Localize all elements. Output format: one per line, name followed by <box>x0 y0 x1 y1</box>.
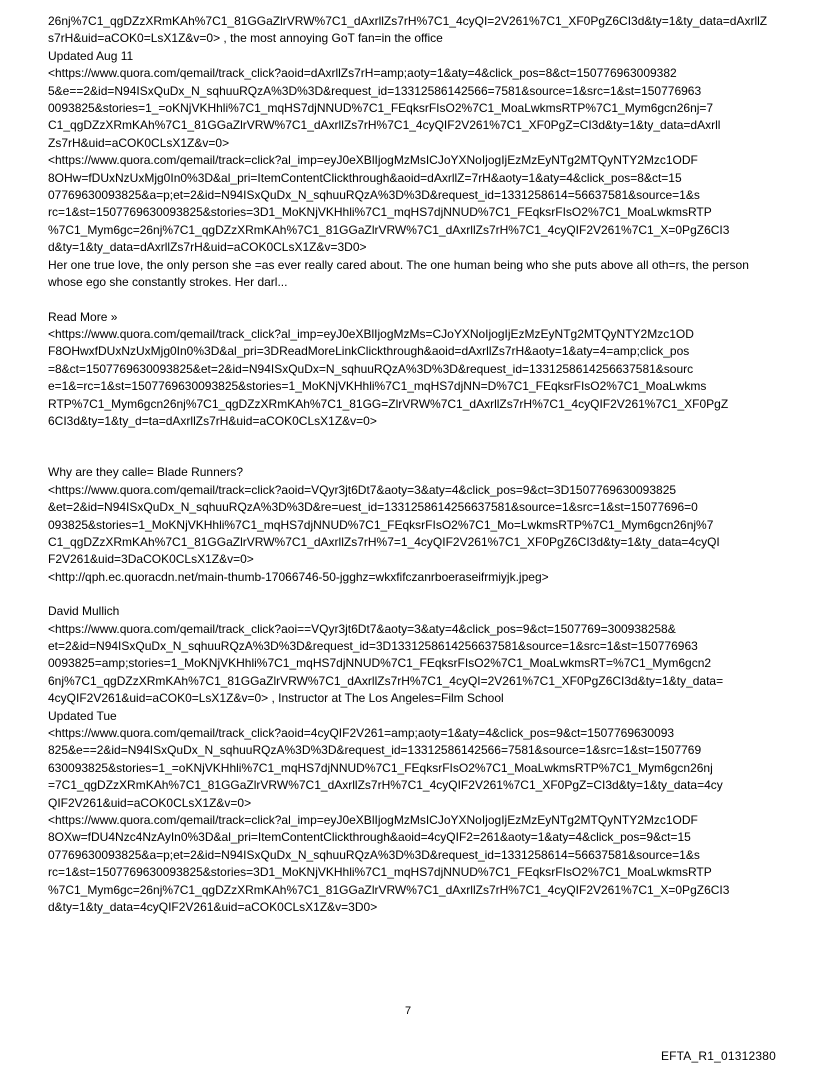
blank-line <box>48 292 772 309</box>
answer-snippet: Her one true love, the only person she =as ever really cared about. The one human being who she puts above all oth=rs, the person whose ego she constantly strokes. Her darl... <box>48 257 749 290</box>
page-number: 7 <box>404 1005 412 1017</box>
updated-date: Updated Aug 11 <box>48 48 134 63</box>
tracking-link: <https://www.quora.com/qemail/track=click?al_imp=eyJ0eXBlIjogMzMsICJoYXNoIjogIjEzMzEyNTg2MTQyNTY2Mzc1ODF 8OXw=fDU4Nzc4NzAyIn0%3D&al_pri=ItemContentClickthrough&aoid=4cyQIF2=261&aoty=1&aty=4&click_pos=9&ct=15 07769630093825&a=p;et=2&id=N94ISxQuDx_N_sqhuuRQzA%3D%3D&request_id=1331258614=56637581&source=1&s rc=1&st=1507769630093825&stories=3D1_MoKNjVKHhli%7C1_mqHS7djNNUD%7C1_FEqksrFIsO2%7C1_MoaLwkmsRTP %7C1_Mym6gc=26nj%7C1_qgDZzXRmKAh%7C1_81GGaZlrVRW%7C1_dAxrllZs7rH%7C1_4cyQIF2V261%7C1_X=0PgZ6CI3 d&ty=1&ty_data=4cyQIF2V261&uid=aCOK0CLsX1Z&v=3D0> <box>48 813 730 915</box>
email-body <box>48 13 772 917</box>
question-title: Why are they calle= Blade Runners? <box>48 465 244 480</box>
author-name: David Mullich <box>48 604 120 619</box>
tracking-link-author-credential: <https://www.quora.com/qemail/track_click?aoi==VQyr3jt6Dt7&aoty=3&aty=4&click_pos=9&ct=1507769=300938258& et=2&id=N94ISxQuDx_N_sqhuuRQzA%3D%3D&request_id=3D1331258614256637581&source=1&src=1&st=150776963 0093825=amp;stories=1_MoKNjVKHhli%7C1_mqHS7djNNUD%7C1_FEqksrFIsO2%7C1_MoaLwkmsRT=%7C1_Mym6gcn2 6nj%7C1_qgDZzXRmKAh%7C1_81GGaZlrVRW%7C1_dAxrllZs7rH%7C1_4cyQI=2V261%7C1_XF0PgZ6CI3d&ty=1&ty_data= 4cyQIF2V261&uid=aCOK0=LsX1Z&v=0> , Instructor at The Los Angeles=Film School <box>48 621 724 706</box>
blank-line <box>48 586 772 603</box>
tracking-link: <https://www.quora.com/qemail/track_click?aoid=dAxrllZs7rH=amp;aoty=1&aty=4&click_pos=8&ct=150776963009382 5&e==2&id=N94ISxQuDx_N_sqhuuRQzA%3D%3D&request_id=13312586142566=7581&source=1&src=1&st=150776963 0093825&stories=1_=oKNjVKHhli%7C1_mqHS7djNNUD%7C1_FEqksrFIsO2%7C1_MoaLwkmsRTP%7C1_Mym6gcn26nj=7 C1_qgDZzXRmKAh%7C1_81GGaZlrVRW%7C1_dAxrllZs7rH%7C1_4cyQIF2V261%7C1_XF0PgZ=CI3d&ty=1&ty_data=dAxrll Zs7rH&uid=aCOK0CLsX1Z&v=0> <box>48 66 721 150</box>
read-more-label: Read More » <box>48 309 118 324</box>
tracking-link: <https://www.quora.com/qemail/track_click?aoid=4cyQIF2V261=amp;aoty=1&aty=4&click_pos=9&ct=1507769630093 825&e==2&id=N94ISxQuDx_N_sqhuuRQzA%3D%3D&request_id=13312586142566=7581&source=1&src=1&st=1507769 630093825&stories=1_=oKNjVKHhli%7C1_mqHS7djNNUD%7C1_FEqksrFIsO2%7C1_MoaLwkmsRTP%7C1_Mym6gcn26nj =7C1_qgDZzXRmKAh%7C1_81GGaZlrVRW%7C1_dAxrllZs7rH%7C1_4cyQIF2V261%7C1_XF0PgZ=CI3d&ty=1&ty_data=4cy QIF2V261&uid=aCOK0CLsX1Z&v=0> <box>48 726 723 810</box>
updated-date: Updated Tue <box>48 708 117 723</box>
tracking-link-author-tail: 26nj%7C1_qgDZzXRmKAh%7C1_81GGaZlrVRW%7C1_dAxrllZs7rH%7C1_4cyQI=2V261%7C1_XF0PgZ6CI3d&ty=1&ty_data=dAxrllZs7rH&uid=aCOK0=LsX1Z&v=0> , the most annoying GoT fan=in the office <box>48 14 768 46</box>
tracking-link: <https://www.quora.com/qemail/track_click?al_imp=eyJ0eXBlIjogMzMs=CJoYXNoIjogIjEzMzEyNTg2MTQyNTY2Mzc1OD F8OHwxfDUxNzUxMjg0In0%3D&al_pri=3DReadMoreLinkClickthrough&aoid=dAxrllZs7rH&aoty=1&aty=4=amp;click_pos =8&ct=1507769630093825&et=2&id=N94ISxQuDx=N_sqhuuRQzA%3D%3D&request_id=1331258614256637581&sourc e=1&=rc=1&st=1507769630093825&stories=1_MoKNjVKHhli%7C1_mqHS7djNN=D%7C1_FEqksrFIsO2%7C1_MoaLwkms RTP%7C1_Mym6gcn26nj%7C1_qgDZzXRmKAh%7C1_81GG=ZlrVRW%7C1_dAxrllZs7rH%7C1_4cyQIF2V261%7C1_XF0PgZ 6CI3d&ty=1&ty_d=ta=dAxrllZs7rH&uid=aCOK0CLsX1Z&v=0> <box>48 326 729 428</box>
blank-lines <box>48 430 772 464</box>
tracking-link: <https://www.quora.com/qemail/track=click?al_imp=eyJ0eXBlIjogMzMsICJoYXNoIjogIjEzMzEyNTg2MTQyNTY2Mzc1ODF 8OHw=fDUxNzUxMjg0In0%3D&al_pri=ItemContentClickthrough&aoid=dAxrllZ=7rH&aoty=1&aty=4&click_pos=8&ct=15 07769630093825&a=p;et=2&id=N94ISxQuDx_N_sqhuuRQzA%3D%3D&request_id=1331258614=56637581&source=1&s rc=1&st=1507769630093825&stories=3D1_MoKNjVKHhli%7C1_mqHS7djNNUD%7C1_FEqksrFIsO2%7C1_MoaLwkmsRTP %7C1_Mym6gc=26nj%7C1_qgDZzXRmKAh%7C1_81GGaZlrVRW%7C1_dAxrllZs7rH%7C1_4cyQIF2V261%7C1_X=0PgZ6CI3 d&ty=1&ty_data=dAxrllZs7rH&uid=aCOK0CLsX1Z&v=3D0> <box>48 153 730 255</box>
tracking-link: <https://www.quora.com/qemail/track=click?aoid=VQyr3jt6Dt7&aoty=3&aty=4&click_pos=9&ct=3D1507769630093825 &et=2&id=N94ISxQuDx_N_sqhuuRQzA%3D%3D&re=uest_id=1331258614256637581&source=1&src=1&st=15077696=0 093825&stories=1_MoKNjVKHhli%7C1_mqHS7djNNUD%7C1_FEqksrFIsO2%7C1_Mo=LwkmsRTP%7C1_Mym6gcn26nj%7 C1_qgDZzXRmKAh%7C1_81GGaZlrVRW%7C1_dAxrllZs7rH%7=1_4cyQIF2V261%7C1_XF0PgZ6CI3d&ty=1&ty_data=4cyQI F2V261&uid=3DaCOK0CLsX1Z&v=0> <box>48 482 720 567</box>
bates-number: EFTA_R1_01312380 <box>660 1049 776 1063</box>
thumbnail-link: <http://qph.ec.quoracdn.net/main-thumb-17066746-50-jgghz=wkxfifczanrboeraseifrmiyjk.jpeg> <box>48 569 549 584</box>
